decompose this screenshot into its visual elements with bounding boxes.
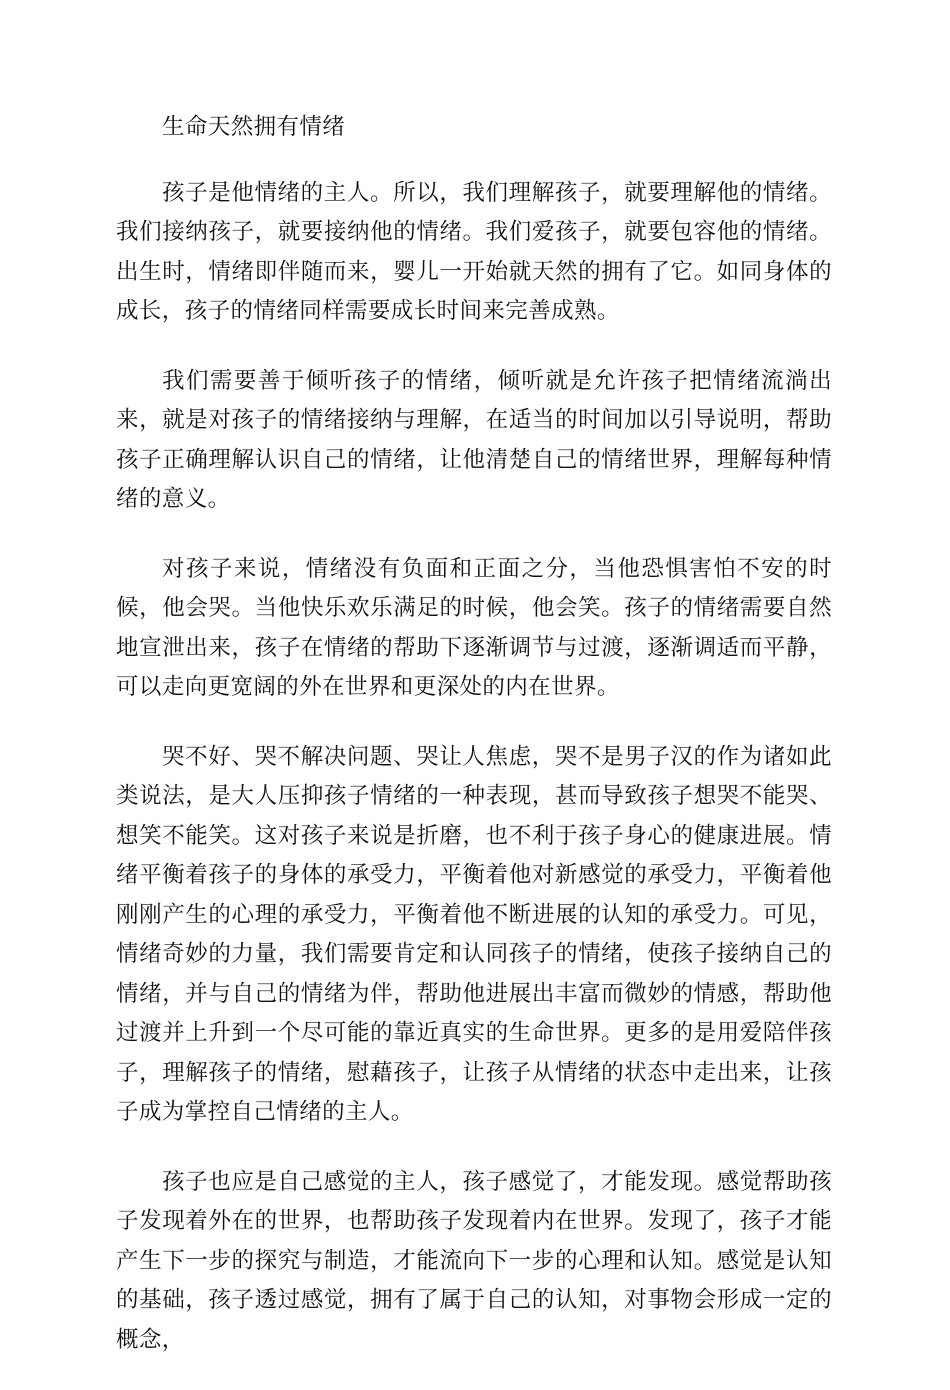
paragraph-2: 我们需要善于倾听孩子的情绪，倾听就是允许孩子把情绪流淌出来，就是对孩子的情绪接纳与理解，在适当的时间加以引导说明，帮助孩子正确理解认识自己的情绪，让他清楚自己的情绪世界，理解每种情绪的意义。 bbox=[116, 367, 832, 512]
section-heading: 生命天然拥有情绪 bbox=[162, 114, 346, 140]
paragraph-4: 哭不好、哭不解决问题、哭让人焦虑，哭不是男子汉的作为诸如此类说法，是大人压抑孩子情绪的一种表现，甚而导致孩子想哭不能哭、想笑不能笑。这对孩子来说是折磨，也不利于孩子身心的健康进展。情绪平衡着孩子的身体的承受力，平衡着他对新感觉的承受力，平衡着他刚刚产生的心理的承受力，平衡着他不断进展的认知的承受力。可见，情绪奇妙的力量，我们需要肯定和认同孩子的情绪，使孩子接纳自己的情绪，并与自己的情绪为伴，帮助他进展出丰富而微妙的情感，帮助他过渡并上升到一个尽可能的靠近真实的生命世界。更多的是用爱陪伴孩子，理解孩子的情绪，慰藉孩子，让孩子从情绪的状态中走出来，让孩子成为掌控自己情绪的主人。 bbox=[116, 743, 832, 1125]
paragraph-1: 孩子是他情绪的主人。所以，我们理解孩子，就要理解他的情绪。我们接纳孩子，就要接纳他的情绪。我们爱孩子，就要包容他的情绪。出生时，情绪即伴随而来，婴儿一开始就天然的拥有了它。如同身体的成长，孩子的情绪同样需要成长时间来完善成熟。 bbox=[116, 179, 832, 324]
paragraph-3: 对孩子来说，情绪没有负面和正面之分，当他恐惧害怕不安的时候，他会哭。当他快乐欢乐满足的时候，他会笑。孩子的情绪需要自然地宣泄出来，孩子在情绪的帮助下逐渐调节与过渡，逐渐调适而平静，可以走向更宽阔的外在世界和更深处的内在世界。 bbox=[116, 555, 832, 700]
paragraph-5: 孩子也应是自己感觉的主人，孩子感觉了，才能发现。感觉帮助孩子发现着外在的世界，也帮助孩子发现着内在世界。发现了，孩子才能产生下一步的探究与制造，才能流向下一步的心理和认知。感觉是认知的基础，孩子透过感觉，拥有了属于自己的认知，对事物会形成一定的概念， bbox=[116, 1168, 832, 1353]
document-body bbox=[116, 108, 832, 1390]
